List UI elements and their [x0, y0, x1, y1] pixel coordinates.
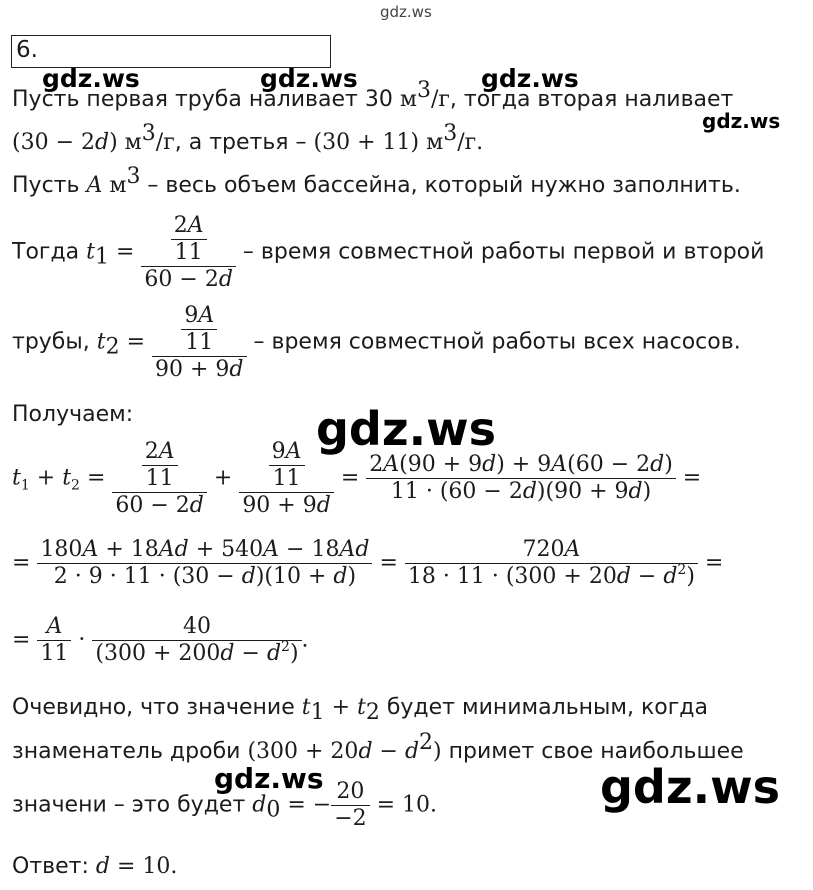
- watermark-bottom-small: gdz.ws: [214, 762, 324, 795]
- watermark-big-1: gdz.ws: [316, 402, 496, 456]
- fraction-eq1-a: $\frac{\frac{2A}{11}}{60 - 2d}$: [112, 440, 207, 517]
- fraction-eq3-a: $\frac{A}{11}$: [37, 615, 71, 666]
- fraction-eq3-b: $\frac{40}{(300 + 200d - d^2)}$: [92, 615, 301, 666]
- watermark-top: gdz.ws: [380, 3, 432, 21]
- fraction-eq1-c: $\frac{2A(90 + 9d) + 9A(60 - 2d)}{11 \cdot (60 - 2d)(90 + 9d)}$: [366, 453, 676, 504]
- text-line-6: Получаем:: [12, 402, 134, 427]
- text-line-4: Тогда $t_1$ = $\frac{\frac{2A}{11}}{60 - 2d}$ – время совместной работы первой и второй: [12, 213, 765, 292]
- text-line-3: Пусть A $м^3$ – весь объем бассейна, который нужно заполнить.: [12, 164, 741, 198]
- equation-1: $t_1 + t_2$ = $\frac{\frac{2A}{11}}{60 - 2d}$ + $\frac{\frac{9A}{11}}{90 + 9d}$ = $\frac{2A(90 + 9d) + 9A(60 - 2d)}{11 \cdot (60 - 2d)(90 + 9d)}$ =: [12, 439, 702, 518]
- text-line-7: Очевидно, что значение $t_1 + t_2$ будет минимальным, когда: [12, 695, 708, 725]
- problem-number-box: [11, 35, 331, 68]
- fraction-d0: $\frac{20}{-2}$: [331, 780, 369, 831]
- watermark-1: gdz.ws: [42, 64, 140, 93]
- fraction-eq1-b: $\frac{\frac{9A}{11}}{90 + 9d}$: [239, 440, 334, 517]
- text-line-5: трубы, $t_2$ = $\frac{\frac{9A}{11}}{90 + 9d}$ – время совместной работы всех насосов.: [12, 303, 741, 382]
- problem-number: 6.: [16, 37, 38, 63]
- text-line-8: знаменатель дроби $(300 + 20d - d^2)$ примет свое наибольшее: [12, 730, 744, 764]
- watermark-4: gdz.ws: [702, 109, 781, 133]
- fraction-eq2-a: $\frac{180A + 18Ad + 540A - 18Ad}{2 \cdot 9 \cdot 11 \cdot (30 - d)(10 + d)}$: [37, 538, 372, 589]
- equation-3: = $\frac{A}{11}$ · $\frac{40}{(300 + 200d - d^2)}$ .: [12, 614, 309, 666]
- watermark-2: gdz.ws: [260, 64, 358, 93]
- fraction-t1: $\frac{\frac{2A}{11}}{60 - 2d}$: [141, 214, 236, 291]
- text-line-2: (30 − 2d) $м^3/г$, а третья – (30 + 11) $м^3/г$.: [12, 121, 484, 155]
- watermark-big-2: gdz.ws: [600, 760, 780, 814]
- equation-2: = $\frac{180A + 18Ad + 540A - 18Ad}{2 \cdot 9 \cdot 11 \cdot (30 - d)(10 + d)}$ = $\frac{720A}{18 \cdot 11 \cdot (300 + 20d - d^2)}$ =: [12, 537, 724, 589]
- answer-line: Ответ: d = 10.: [12, 854, 178, 879]
- fraction-eq2-b: $\frac{720A}{18 \cdot 11 \cdot (300 + 20d - d^2)}$: [405, 538, 698, 589]
- text-line-9: значени – это будет $d_0$ = − $\frac{20}{-2}$ = 10.: [12, 779, 438, 831]
- fraction-t2: $\frac{\frac{9A}{11}}{90 + 9d}$: [152, 304, 247, 381]
- watermark-3: gdz.ws: [481, 64, 579, 93]
- text-line-1: Пусть первая труба наливает 30 $м^3/г$, тогда вторая наливает: [12, 78, 734, 112]
